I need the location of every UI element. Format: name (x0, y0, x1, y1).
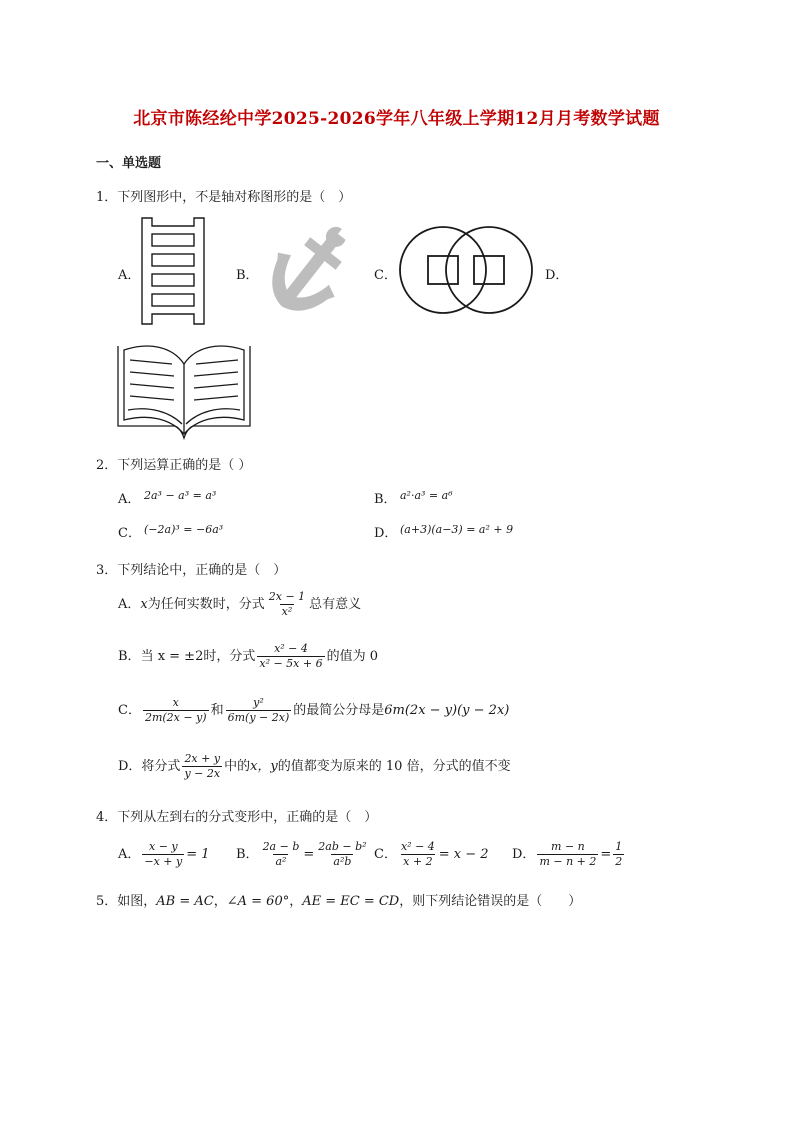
q5-stem-post: ，则下列结论错误的是（ ） (399, 894, 582, 909)
q1-option-a-label: A． (118, 268, 141, 283)
q3-b-fraction (257, 642, 324, 671)
q3-c-fraction-1 (143, 696, 209, 725)
q3-d-fraction (182, 752, 222, 781)
q3-c-fraction-2 (226, 696, 292, 725)
q3-a-pre: 为任何实数时，分式 (147, 596, 265, 612)
q3-a-denominator: x² (281, 604, 293, 618)
q3-option-d (118, 752, 511, 781)
open-book-figure (116, 340, 252, 440)
q5-separator-2: ， (289, 894, 303, 909)
q3-c-numerator-1: x (172, 696, 179, 709)
q3-b-pre: 当 x = ±2时，分式 (140, 648, 256, 664)
q2-option-a-expr: 2a³ − a³ = a³ (144, 489, 217, 502)
q3-b-denominator: x² − 5x + 6 (259, 656, 323, 670)
q3-a-post: 总有意义 (309, 596, 362, 612)
q4-b-equals: = (303, 846, 315, 862)
q3-option-b (118, 642, 378, 671)
q4-option-a (118, 840, 210, 869)
q3-c-post: 的最简公分母是 (293, 702, 385, 718)
q3-b-post: 的值为 0 (326, 648, 378, 664)
question-5-stem (96, 890, 581, 909)
q4-d-denominator-2: 2 (615, 854, 623, 868)
q4-d-fraction-1 (537, 840, 598, 869)
ladder-figure (138, 216, 208, 328)
q3-option-b-label: B． (118, 648, 141, 664)
q3-option-a-label: A． (118, 596, 141, 612)
q3-d-vars: x，y (250, 758, 278, 774)
q4-a-fraction (142, 840, 184, 869)
q3-b-numerator: x² − 4 (274, 642, 308, 655)
q1-option-c-label: C． (374, 268, 397, 283)
q4-c-rhs: = x − 2 (438, 846, 489, 862)
question-4-stem: 4．下列从左到右的分式变形中，正确的是（ ） (96, 810, 378, 825)
q3-option-a (118, 590, 361, 619)
q4-option-a-label: A． (118, 846, 141, 862)
q2-option-b-label: B． (374, 492, 397, 507)
anchor-figure (256, 218, 364, 322)
q3-c-numerator-2: y² (253, 696, 264, 709)
page-title: 北京市陈经纶中学2025-2026学年八年级上学期12月月考数学试题 (133, 109, 660, 129)
q3-d-denominator: y − 2x (184, 766, 221, 780)
q5-separator-1: ， (213, 894, 227, 909)
q4-option-c-label: C． (374, 846, 397, 862)
q4-b-denominator-2: a²b (333, 854, 352, 868)
q3-c-mid: 和 (210, 702, 224, 718)
q3-d-numerator: 2x + y (184, 752, 221, 765)
q4-b-fraction-2 (316, 840, 368, 869)
q2-option-d-label: D． (374, 526, 398, 541)
q3-d-post: 的值都变为原来的 10 倍，分式的值不变 (277, 758, 511, 774)
q3-c-denominator-1: 2m(2x − y) (144, 710, 207, 724)
q4-b-denominator-1: a² (275, 854, 287, 868)
q3-a-numerator: 2x − 1 (268, 590, 306, 603)
q3-option-c-label: C． (118, 702, 141, 718)
q4-b-numerator-2: 2ab − b² (318, 840, 367, 853)
q3-c-denominator-2: 6m(y − 2x) (227, 710, 290, 724)
q5-condition-2: ∠A = 60° (226, 894, 290, 909)
q2-option-d-expr: (a+3)(a−3) = a² + 9 (400, 523, 514, 536)
q1-option-b-label: B． (236, 268, 259, 283)
question-2-stem: 2．下列运算正确的是（ ） (96, 458, 252, 473)
q3-a-fraction (267, 590, 307, 619)
q2-option-a-label: A． (118, 492, 141, 507)
q3-option-d-label: D．将分式 (118, 758, 181, 774)
q4-a-rhs: = 1 (186, 846, 210, 862)
q3-c-result: 6m(2x − y)(y − 2x) (384, 702, 510, 718)
q4-a-numerator: x − y (149, 840, 178, 853)
q4-c-numerator: x² − 4 (400, 840, 435, 853)
q2-option-c-label: C． (118, 526, 141, 541)
q4-option-b-label: B． (236, 846, 259, 862)
q2-option-b-expr: a²·a³ = a⁶ (400, 489, 453, 502)
q4-d-numerator-1: m − n (551, 840, 585, 853)
q5-stem-pre: 5．如图， (96, 894, 157, 909)
q2-option-c-expr: (−2a)³ = −6a³ (144, 523, 224, 536)
q4-option-c (374, 840, 489, 869)
q4-option-d-label: D． (512, 846, 536, 862)
two-coins-figure (398, 224, 534, 316)
q3-d-mid: 中的 (224, 758, 251, 774)
q4-d-numerator-2: 1 (615, 840, 623, 853)
q3-a-var: x (140, 596, 148, 612)
q4-a-denominator: −x + y (144, 854, 183, 868)
q5-condition-1: AB = AC (156, 894, 214, 909)
q4-option-b (236, 840, 371, 869)
q4-b-fraction-1 (261, 840, 302, 869)
q3-option-c (118, 696, 509, 725)
q4-c-fraction (399, 840, 437, 869)
q4-d-denominator-1: m − n + 2 (539, 854, 597, 868)
section-heading: 一、单选题 (96, 156, 162, 171)
q5-condition-3: AE = EC = CD (302, 894, 400, 909)
q4-d-fraction-2 (613, 840, 624, 869)
q4-b-numerator-1: 2a − b (262, 840, 300, 853)
question-1-stem: 1．下列图形中，不是轴对称图形的是（ ） (96, 190, 352, 205)
q4-c-denominator: x + 2 (403, 854, 433, 868)
q4-d-equals: = (600, 846, 612, 862)
question-3-stem: 3．下列结论中，正确的是（ ） (96, 563, 287, 578)
q4-option-d (512, 840, 626, 869)
q1-option-d-label: D． (545, 268, 569, 283)
